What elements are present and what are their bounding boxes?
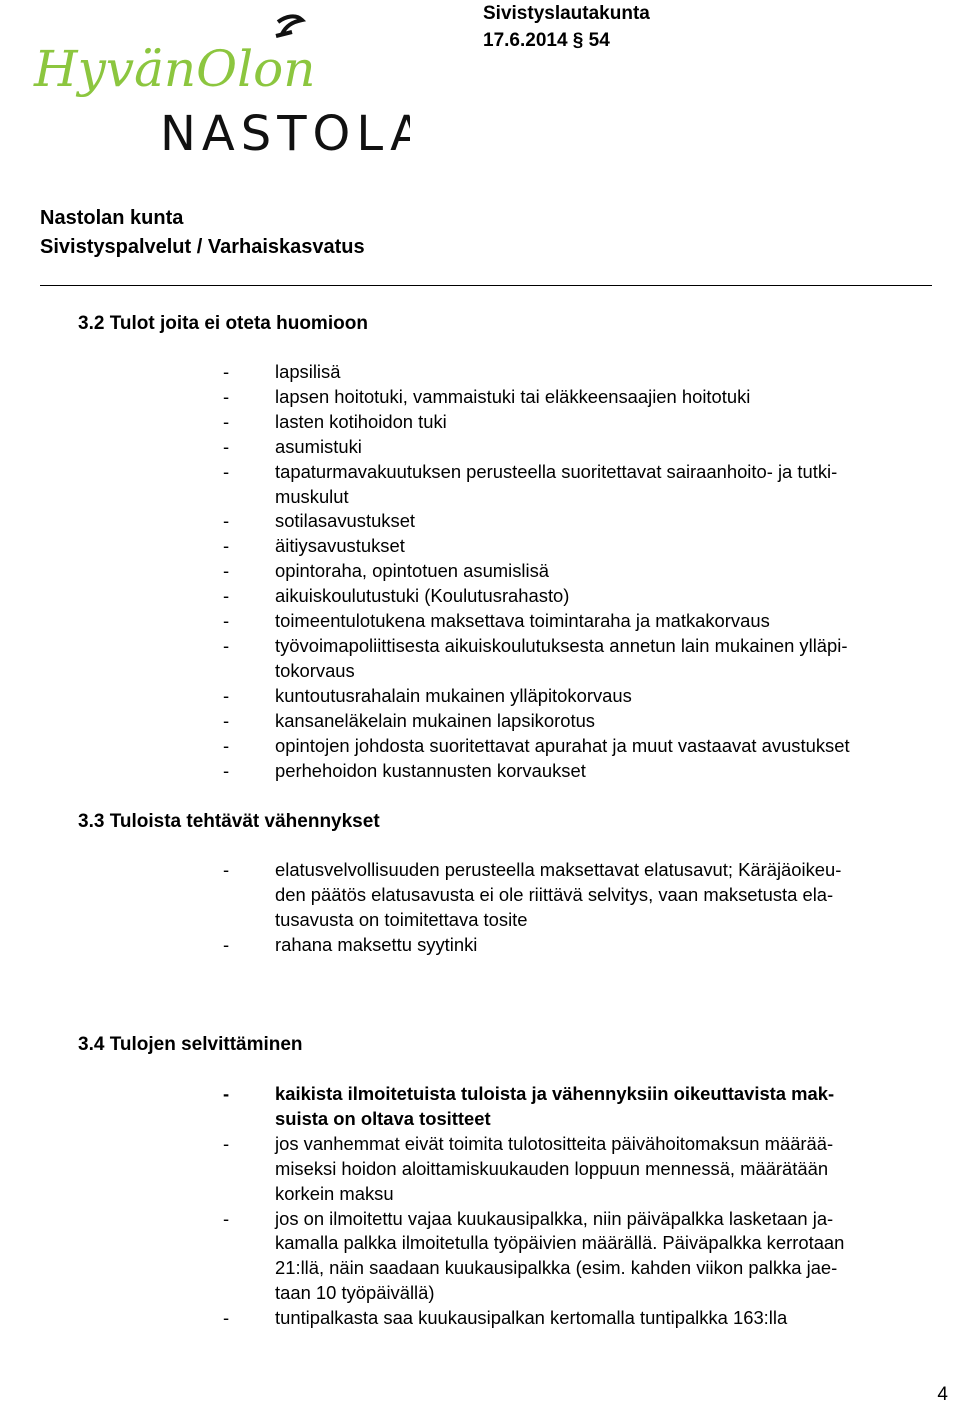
list-dash: - [223, 759, 230, 781]
list-item-line: toimeentulotukena maksettava toimintaraha ja matkakorvaus [275, 610, 770, 632]
list-item [0, 684, 960, 709]
board-header [483, 0, 650, 54]
organization-block [40, 204, 365, 262]
list-item [0, 1306, 960, 1331]
logo-figure-arm [276, 32, 292, 36]
list-dash: - [223, 560, 230, 582]
list-item-line: opintoraha, opintotuen asumislisä [275, 560, 549, 582]
income-verification-list [0, 1082, 960, 1331]
list-dash: - [223, 1083, 230, 1104]
list-item-line: jos vanhemmat eivät toimita tulotositteita päivähoitomaksun määrää- [275, 1132, 834, 1154]
list-dash: - [223, 510, 230, 532]
meeting-reference: 17.6.2014 § 54 [483, 30, 610, 51]
list-dash: - [223, 684, 230, 706]
list-item-line: tusavusta on toimitettava tosite [275, 908, 528, 930]
list-item [0, 734, 960, 759]
list-item-line: suista on oltava tositteet [275, 1107, 491, 1129]
list-item [0, 1132, 960, 1207]
section-heading-3-3: 3.3 Tuloista tehtävät vähennykset [78, 811, 380, 832]
list-dash: - [223, 1207, 230, 1229]
board-name: Sivistyslautakunta [483, 3, 650, 24]
section-heading-3-2: 3.2 Tulot joita ei oteta huomioon [78, 313, 368, 334]
list-item [0, 759, 960, 784]
list-item-line: aikuiskoulutustuki (Koulutusrahasto) [275, 585, 570, 607]
list-dash: - [223, 585, 230, 607]
list-item [0, 634, 960, 684]
list-dash: - [223, 460, 230, 482]
list-dash: - [223, 859, 230, 880]
list-item-line: asumistuki [275, 435, 362, 457]
list-dash: - [223, 933, 230, 955]
list-item-line: rahana maksettu syytinki [275, 933, 478, 955]
list-item-line: perhehoidon kustannusten korvaukset [275, 759, 586, 781]
list-item-line: korkein maksu [275, 1182, 394, 1204]
list-item-line: sotilasavustukset [275, 510, 416, 532]
list-item [0, 559, 960, 584]
list-item-line: lapsen hoitotuki, vammaistuki tai eläkkeensaajien hoitotuki [275, 385, 751, 407]
list-item-line: kansaneläkelain mukainen lapsikorotus [275, 709, 595, 731]
list-item-line: den päätös elatusavusta ei ole riittävä selvitys, vaan maksetusta ela- [275, 883, 834, 905]
deductions-list [0, 858, 960, 958]
list-item-line: tapaturmavakuutuksen perusteella suoritettavat sairaanhoito- ja tutki- [275, 460, 838, 482]
list-item [0, 410, 960, 435]
page-number: 4 [937, 1384, 948, 1405]
list-item-line: opintojen johdosta suoritettavat apurahat ja muut vastaavat avustukset [275, 734, 850, 756]
list-item-line: tokorvaus [275, 659, 355, 681]
list-item [0, 858, 960, 933]
list-dash: - [223, 435, 230, 457]
nastola-logo-graphic [30, 8, 410, 168]
income-excluded-list [0, 360, 960, 783]
list-item-line: lapsilisä [275, 361, 341, 382]
list-item-line: taan 10 työpäivällä) [275, 1282, 435, 1304]
list-item [0, 435, 960, 460]
list-item-line: kuntoutusrahalain mukainen ylläpitokorvaus [275, 684, 632, 706]
list-dash: - [223, 610, 230, 632]
list-item-line: kaikista ilmoitetuista tuloista ja vähennyksiin oikeuttavista mak- [275, 1083, 835, 1104]
list-dash: - [223, 410, 230, 432]
list-item [0, 709, 960, 734]
list-item [0, 460, 960, 510]
list-item-line: muskulut [275, 485, 349, 507]
list-item [0, 360, 960, 385]
municipality-name: Nastolan kunta [40, 207, 184, 229]
list-item [0, 584, 960, 609]
department-name: Sivistyspalvelut / Varhaiskasvatus [40, 236, 365, 258]
list-item-line: kamalla palkka ilmoitetulla työpäivien määrällä. Päiväpalkka kerrotaan [275, 1232, 845, 1254]
list-item [0, 1207, 960, 1307]
list-dash: - [223, 361, 230, 382]
list-item-line: tuntipalkasta saa kuukausipalkan kertomalla tuntipalkka 163:lla [275, 1307, 788, 1329]
section-heading-3-4: 3.4 Tulojen selvittäminen [78, 1034, 303, 1055]
list-item [0, 609, 960, 634]
list-dash: - [223, 709, 230, 731]
logo-script-text: HyvänOlon [34, 40, 316, 98]
logo-wordmark: NASTOLA [160, 106, 410, 162]
list-item-line: äitiysavustukset [275, 535, 405, 557]
list-item [0, 534, 960, 559]
list-item [0, 933, 960, 958]
list-item-line: miseksi hoidon aloittamiskuukauden loppuun mennessä, määrätään [275, 1157, 829, 1179]
list-dash: - [223, 1132, 230, 1154]
list-dash: - [223, 535, 230, 557]
list-item-line: 21:llä, näin saadaan kuukausipalkka (esim. kahden viikon palkka jae- [275, 1257, 838, 1279]
nastola-logo [30, 8, 410, 168]
list-dash: - [223, 385, 230, 407]
list-item-line: elatusvelvollisuuden perusteella maksettavat elatusavut; Käräjäoikeu- [275, 859, 842, 880]
list-dash: - [223, 734, 230, 756]
list-item-line: lasten kotihoidon tuki [275, 410, 447, 432]
list-item-line: jos on ilmoitettu vajaa kuukausipalkka, niin päiväpalkka lasketaan ja- [275, 1207, 834, 1229]
header-divider [40, 285, 932, 286]
list-item [0, 509, 960, 534]
list-dash: - [223, 1307, 230, 1329]
list-item [0, 1082, 960, 1132]
list-item-line: työvoimapoliittisesta aikuiskoulutuksesta annetun lain mukainen ylläpi- [275, 634, 848, 656]
list-item [0, 385, 960, 410]
list-dash: - [223, 634, 230, 656]
